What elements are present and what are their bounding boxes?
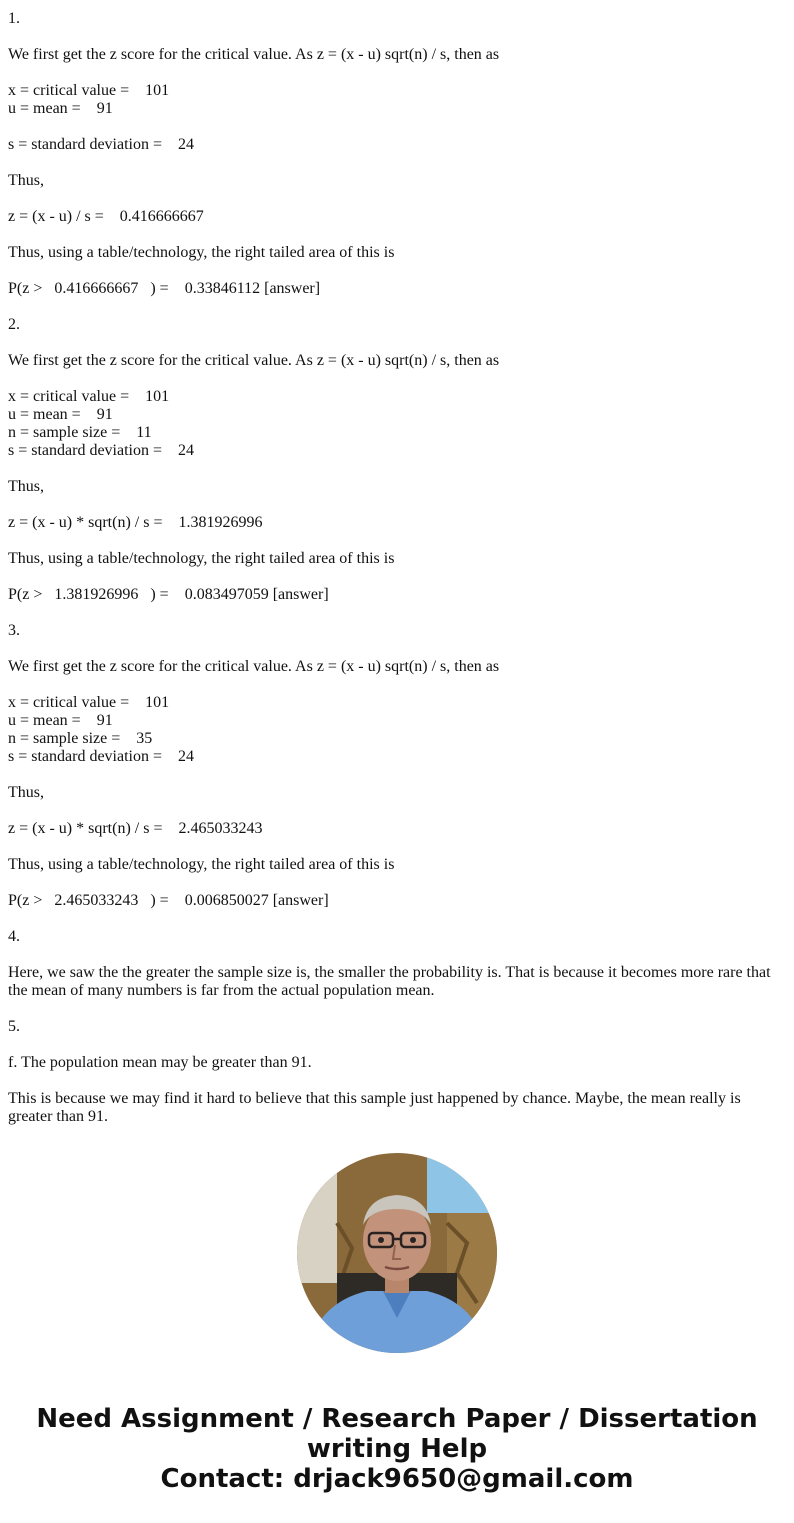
section-2-z-line bbox=[8, 514, 778, 532]
footer-line-1: Need Assignment / Research Paper / Dissertation bbox=[36, 1404, 758, 1434]
section-4-text: Here, we saw the the greater the sample size is, the smaller the probability is. That is because it becomes more rare that the mean of many numbers is far from the actual population mean. bbox=[8, 964, 771, 999]
section-1-givens-b bbox=[8, 136, 778, 154]
given-line: u = mean = 91 bbox=[8, 712, 113, 729]
answer-line: P(z > 1.381926996 ) = 0.083497059 [answer] bbox=[8, 586, 329, 603]
section-2-givens bbox=[8, 388, 778, 460]
footer-banner bbox=[0, 1404, 794, 1494]
section-3-givens bbox=[8, 694, 778, 766]
given-line: u = mean = 91 bbox=[8, 100, 113, 117]
section-2-thus: Thus, bbox=[8, 478, 44, 495]
section-2-answer bbox=[8, 586, 778, 604]
z-formula: z = (x - u) / s = 0.416666667 bbox=[8, 208, 204, 225]
section-number-2: 2. bbox=[8, 316, 20, 333]
given-line: u = mean = 91 bbox=[8, 406, 113, 423]
section-1-answer bbox=[8, 280, 778, 298]
footer-contact: Contact: drjack9650@gmail.com bbox=[160, 1464, 634, 1494]
section-number-1: 1. bbox=[8, 10, 20, 27]
solution-document bbox=[8, 10, 778, 1144]
given-line: x = critical value = 101 bbox=[8, 694, 170, 711]
section-1-thus: Thus, bbox=[8, 172, 44, 189]
section-number-4: 4. bbox=[8, 928, 20, 945]
given-line: n = sample size = 11 bbox=[8, 424, 152, 441]
section-3-z-line bbox=[8, 820, 778, 838]
section-3-thus: Thus, bbox=[8, 784, 44, 801]
section-3-intro: We first get the z score for the critical value. As z = (x - u) sqrt(n) / s, then as bbox=[8, 658, 500, 675]
author-photo bbox=[297, 1153, 497, 1353]
given-line: n = sample size = 35 bbox=[8, 730, 153, 747]
answer-line: P(z > 2.465033243 ) = 0.006850027 [answer] bbox=[8, 892, 329, 909]
section-5-choice: f. The population mean may be greater than 91. bbox=[8, 1054, 312, 1071]
section-3-answer bbox=[8, 892, 778, 910]
section-1-z-line bbox=[8, 208, 778, 226]
section-5-text: This is because we may find it hard to believe that this sample just happened by chance. Maybe, the mean really is greater than 91. bbox=[8, 1090, 741, 1125]
author-portrait-image bbox=[297, 1153, 497, 1353]
given-line: s = standard deviation = 24 bbox=[8, 748, 195, 765]
given-line: x = critical value = 101 bbox=[8, 388, 170, 405]
answer-line: P(z > 0.416666667 ) = 0.33846112 [answer] bbox=[8, 280, 321, 297]
footer-line-2: writing Help bbox=[306, 1434, 488, 1464]
given-line: s = standard deviation = 24 bbox=[8, 136, 195, 153]
z-formula: z = (x - u) * sqrt(n) / s = 1.381926996 bbox=[8, 514, 263, 531]
section-1-intro: We first get the z score for the critical value. As z = (x - u) sqrt(n) / s, then as bbox=[8, 46, 500, 63]
section-number-5: 5. bbox=[8, 1018, 20, 1035]
z-formula: z = (x - u) * sqrt(n) / s = 2.465033243 bbox=[8, 820, 263, 837]
section-1-givens-a bbox=[8, 82, 778, 118]
section-1-table-line: Thus, using a table/technology, the right tailed area of this is bbox=[8, 244, 395, 261]
given-line: x = critical value = 101 bbox=[8, 82, 170, 99]
section-number-3: 3. bbox=[8, 622, 20, 639]
section-2-table-line: Thus, using a table/technology, the right tailed area of this is bbox=[8, 550, 395, 567]
section-3-table-line: Thus, using a table/technology, the right tailed area of this is bbox=[8, 856, 395, 873]
given-line: s = standard deviation = 24 bbox=[8, 442, 195, 459]
section-2-intro: We first get the z score for the critical value. As z = (x - u) sqrt(n) / s, then as bbox=[8, 352, 500, 369]
